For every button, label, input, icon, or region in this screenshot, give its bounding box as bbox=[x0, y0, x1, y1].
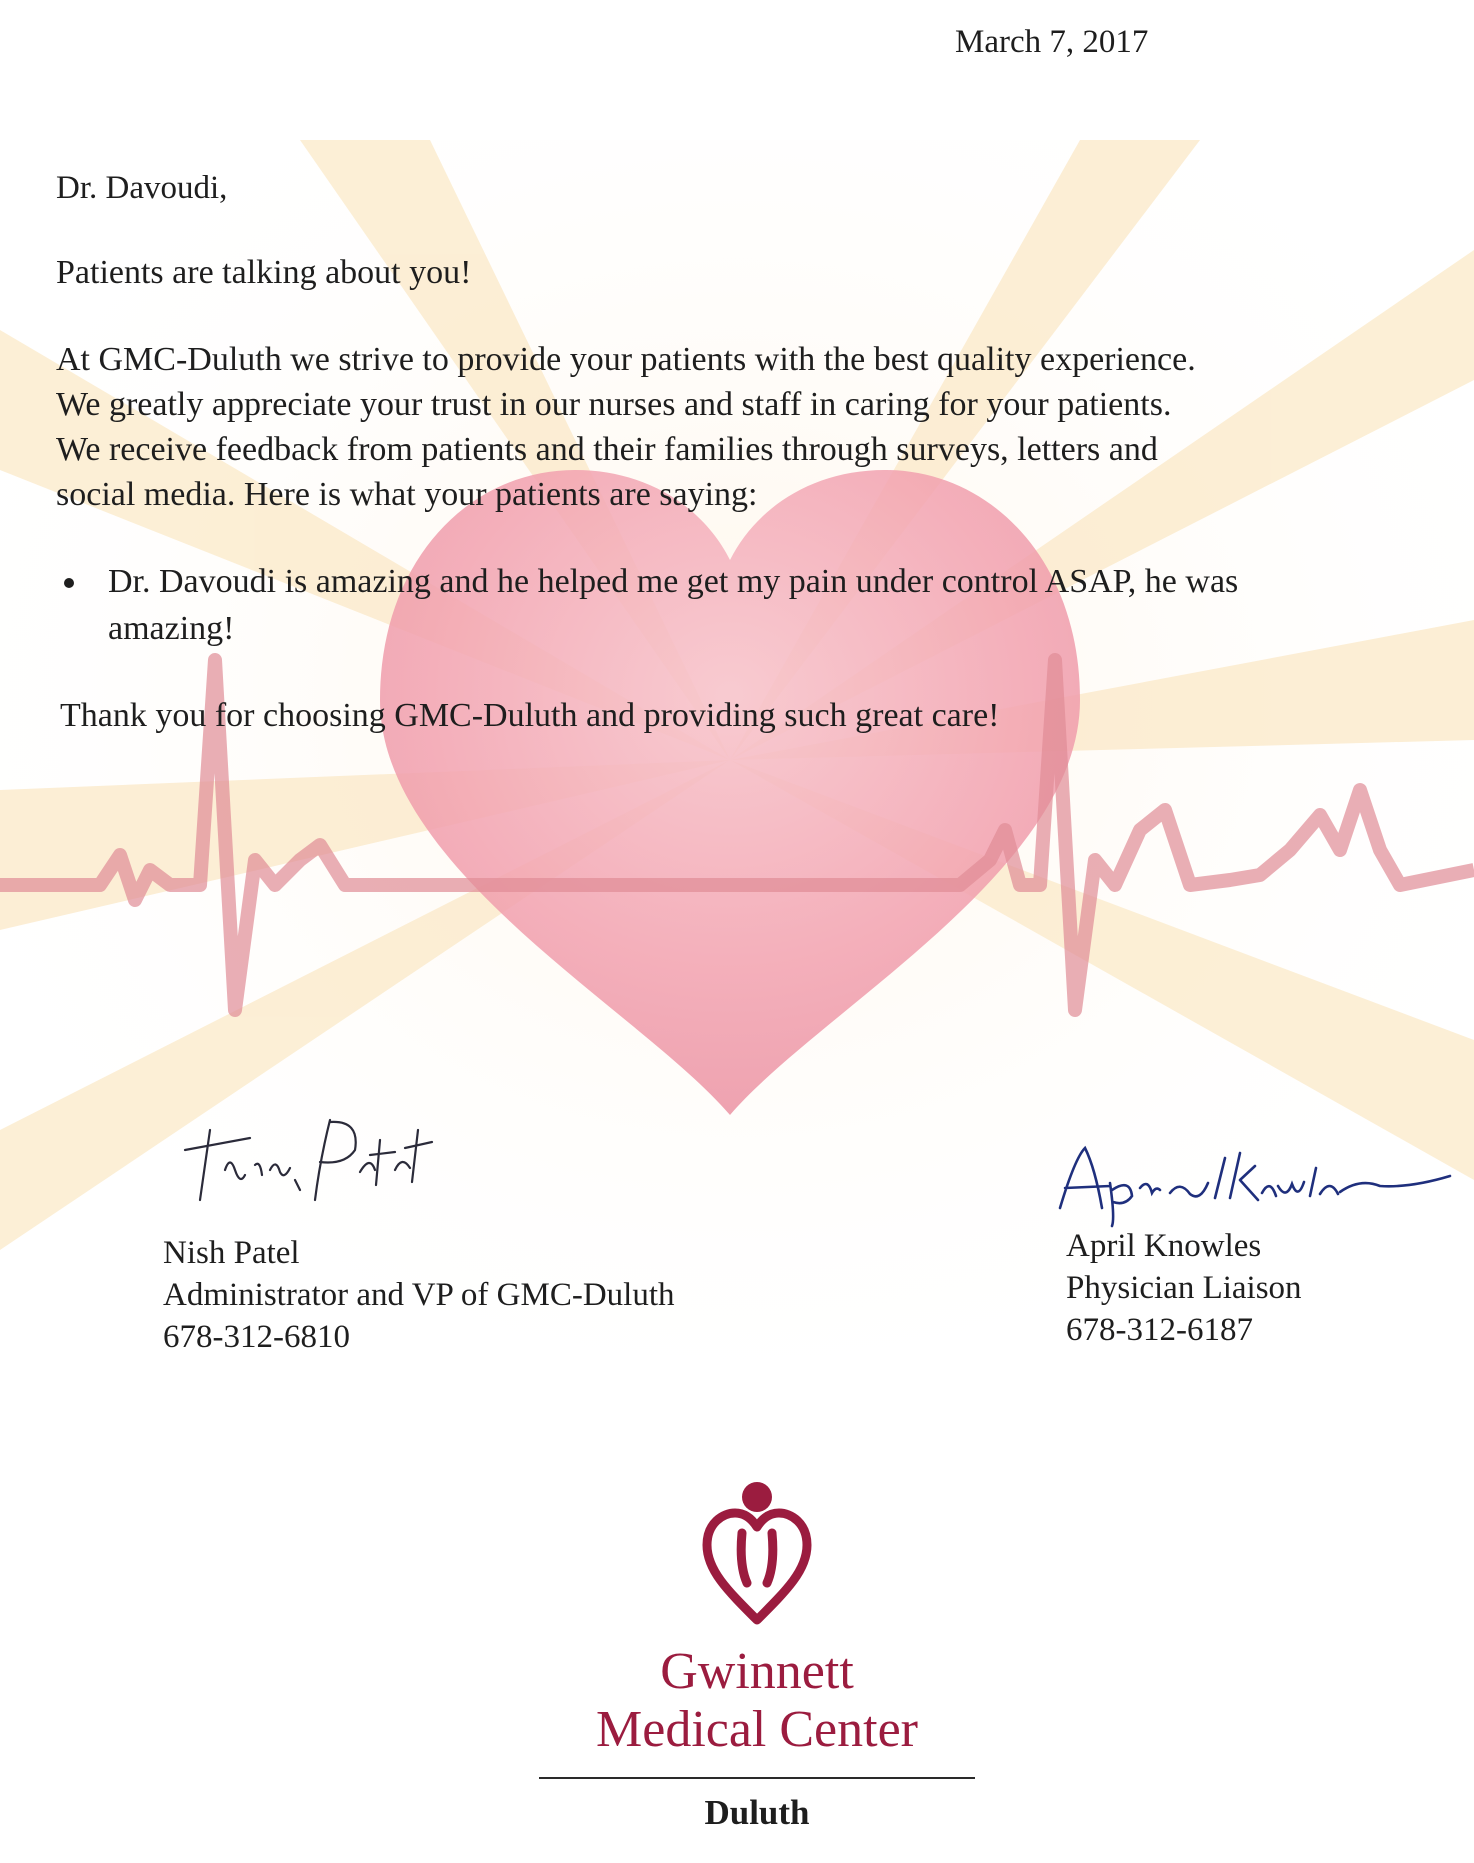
org-name-line2: Medical Center bbox=[596, 1701, 918, 1758]
signature-april-knowles bbox=[1040, 1138, 1460, 1228]
org-location: Duluth bbox=[704, 1793, 810, 1832]
feedback-list bbox=[56, 558, 1356, 652]
signer-phone: 678-312-6187 bbox=[1066, 1312, 1253, 1348]
body-line: We receive feedback from patients and their families through surveys, letters and bbox=[56, 431, 1158, 468]
signer-phone: 678-312-6810 bbox=[163, 1319, 350, 1355]
closing-line: Thank you for choosing GMC-Duluth and providing such great care! bbox=[60, 697, 1000, 734]
gmc-heart-person-logo-icon bbox=[697, 1475, 817, 1625]
body-line: We greatly appreciate your trust in our nurses and staff in caring for your patients. bbox=[56, 386, 1172, 423]
letter-date: March 7, 2017 bbox=[955, 24, 1149, 60]
org-divider bbox=[539, 1777, 975, 1779]
feedback-item bbox=[56, 558, 1348, 652]
signer-name: April Knowles bbox=[1066, 1228, 1262, 1264]
intro-line: Patients are talking about you! bbox=[56, 254, 472, 291]
signer-block-right bbox=[1066, 1225, 1302, 1351]
signature-nish-patel bbox=[180, 1110, 440, 1210]
feedback-text: Dr. Davoudi is amazing and he helped me get my pain under control ASAP, he was amazing! bbox=[108, 563, 1239, 647]
signer-title: Physician Liaison bbox=[1066, 1270, 1302, 1306]
signer-name: Nish Patel bbox=[163, 1235, 300, 1271]
body-line: social media. Here is what your patients are saying: bbox=[56, 476, 758, 513]
signer-title: Administrator and VP of GMC-Duluth bbox=[163, 1277, 675, 1313]
organization-logo bbox=[537, 1475, 977, 1833]
signer-block-left bbox=[163, 1232, 674, 1358]
bullet-icon bbox=[64, 578, 74, 588]
salutation: Dr. Davoudi, bbox=[56, 170, 228, 206]
body-line: At GMC-Duluth we strive to provide your patients with the best quality experience. bbox=[56, 341, 1196, 378]
org-name-line1: Gwinnett bbox=[660, 1643, 854, 1700]
body-paragraph bbox=[56, 337, 1376, 517]
